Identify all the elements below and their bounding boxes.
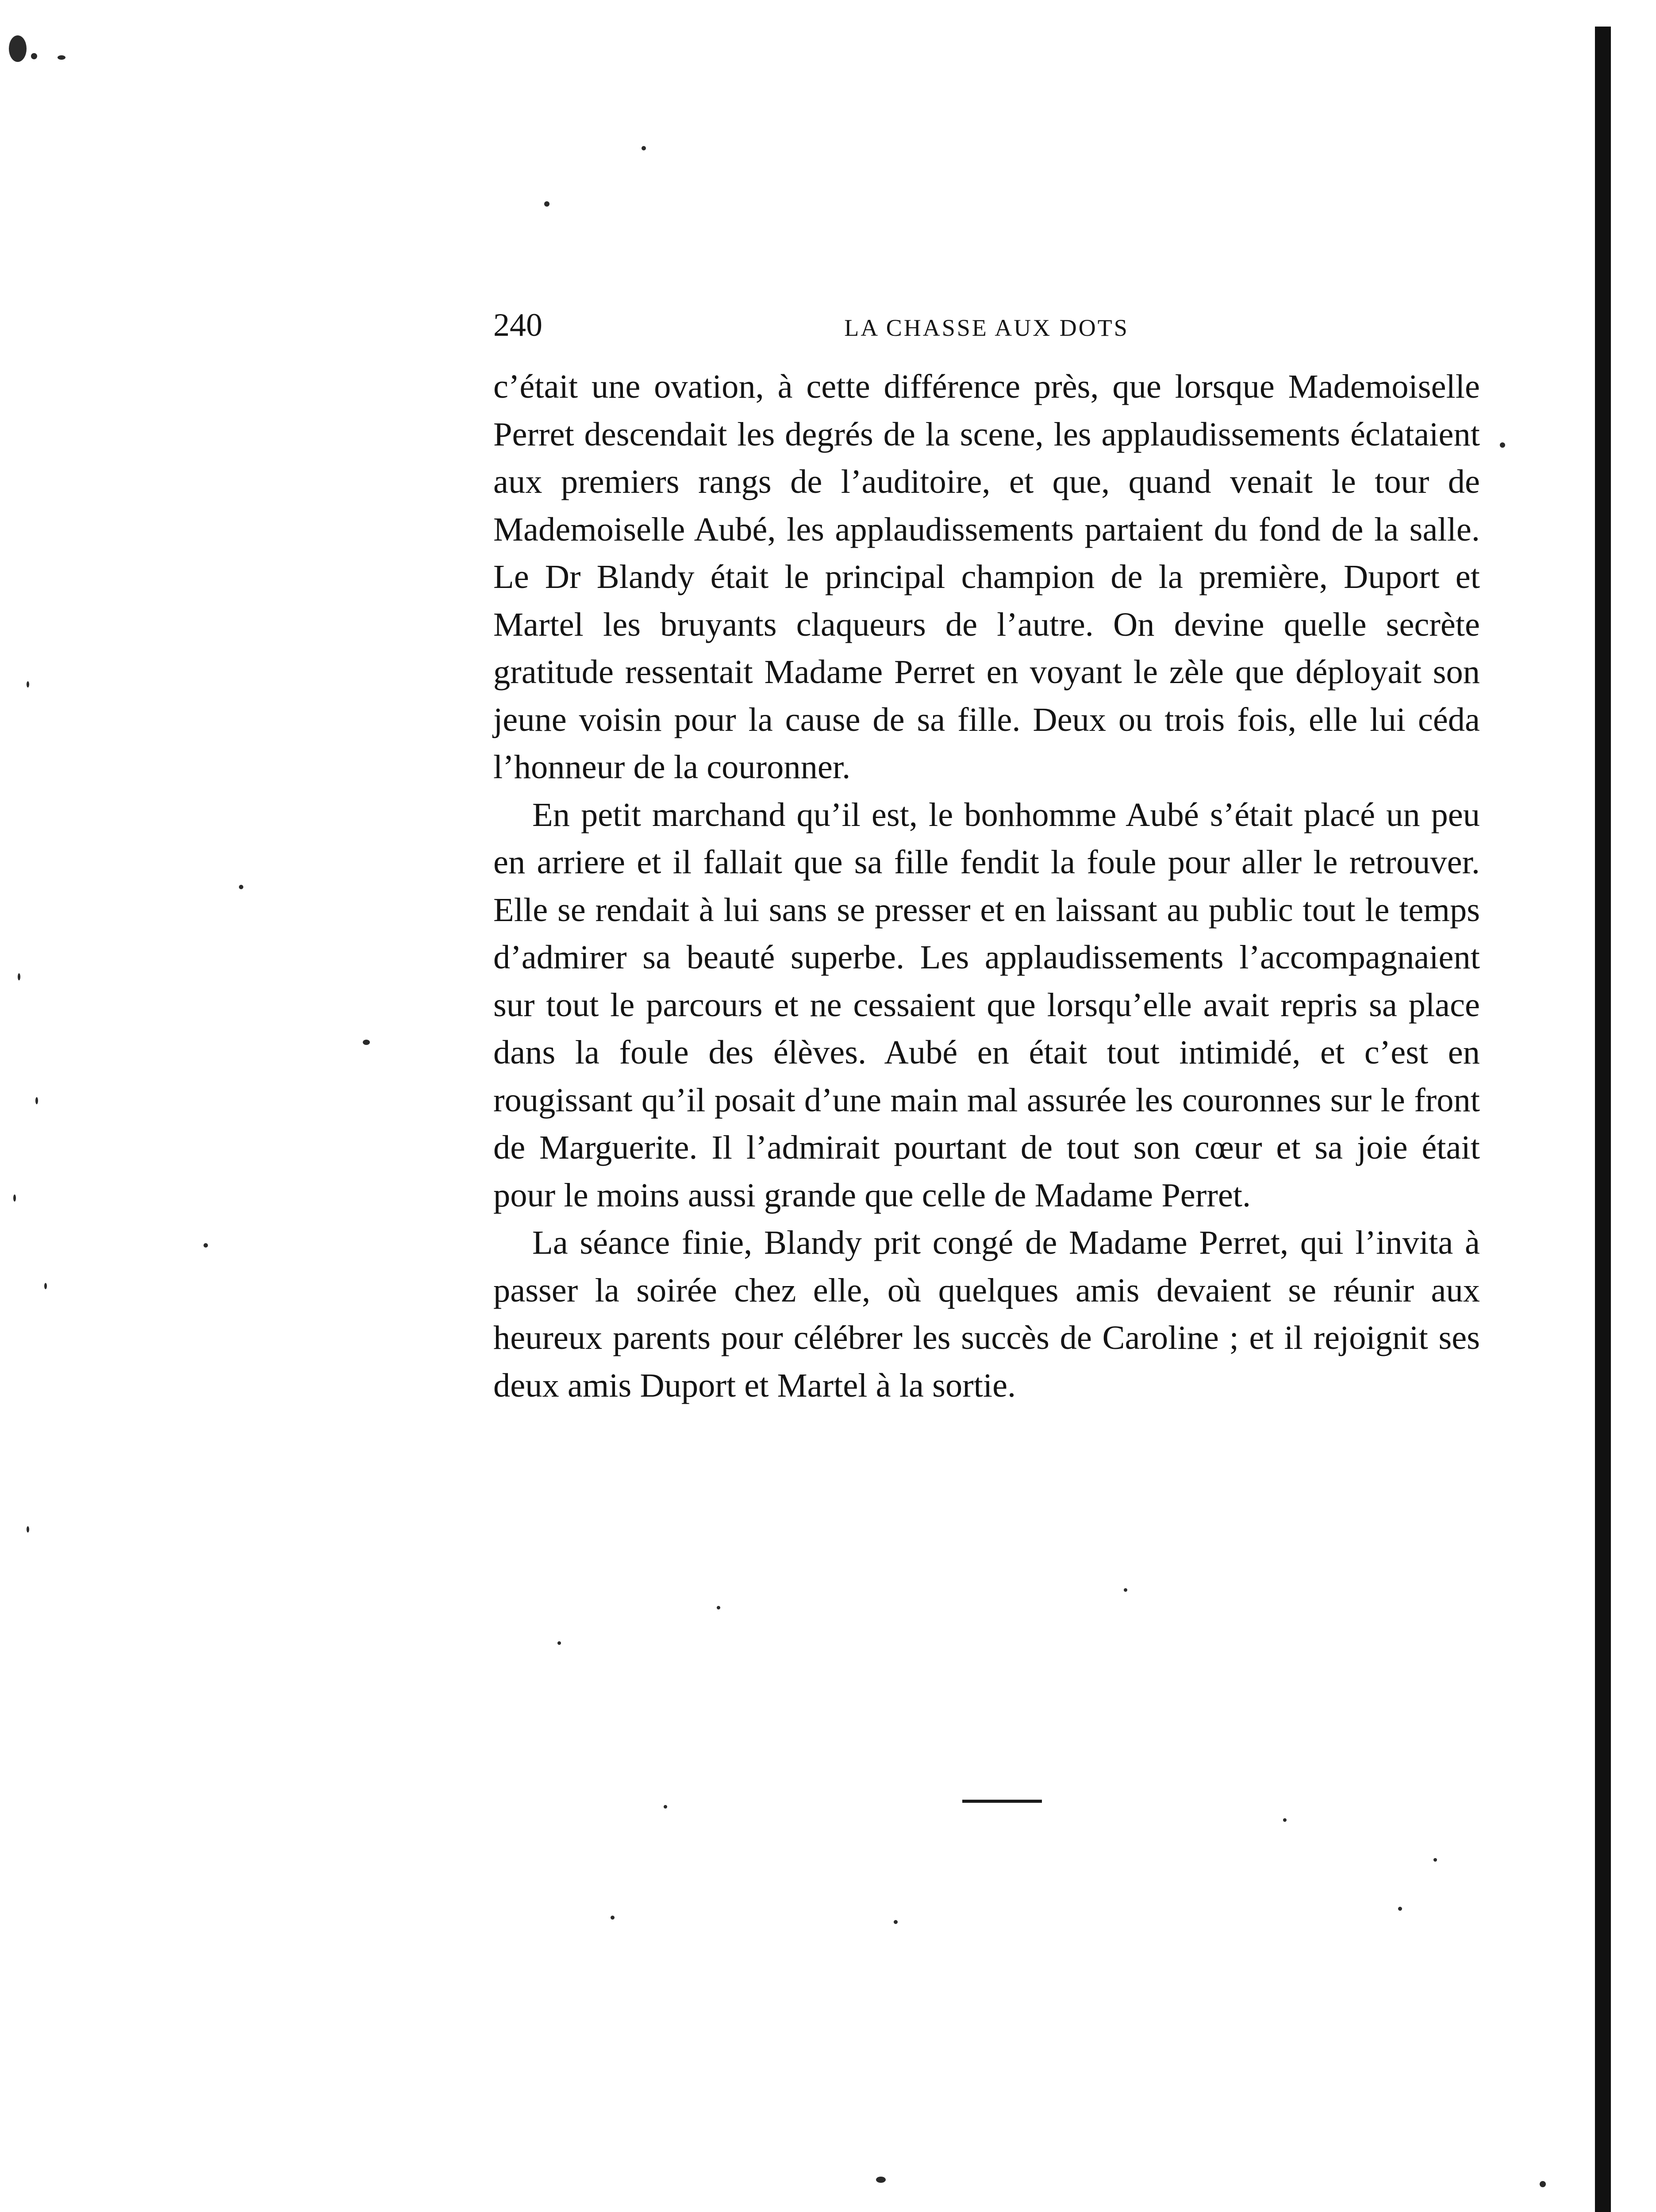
paragraph-2: En petit marchand qu’il est, le bonhomme Aubé s’était placé un peu en arriere et il fallait que sa fille fendit la foule pour aller le retrouver. Elle se rendait à lui sans se presser et en laissant au public tout le temps d’admirer sa beauté superbe. Les applaudissements l’accompagnaient sur tout le parcours et ne cessaient que lorsqu’elle avait repris sa place dans la foule des élèves. Aubé en était tout intimidé, et c’est en rougissant qu’il posait d’une main mal assurée les couronnes sur le front de Marguerite. Il l’admirait pourtant de tout son cœur et sa joie était pour le moins aussi grande que celle de Madame Perret. <box>493 795 1480 1214</box>
scan-speck <box>239 885 243 889</box>
scan-speck <box>27 681 29 687</box>
scan-speck <box>1500 442 1505 448</box>
scan-speck <box>664 1805 667 1809</box>
scan-speck <box>27 1526 29 1532</box>
scan-speck <box>9 35 27 62</box>
scan-speck <box>1540 2181 1546 2187</box>
scan-speck <box>204 1243 208 1248</box>
scan-speck <box>18 973 20 980</box>
scan-speck <box>642 146 646 150</box>
body-text <box>493 363 1480 1409</box>
scan-speck <box>894 1920 898 1924</box>
scan-speck <box>58 55 65 60</box>
paragraph-1: c’était une ovation, à cette différence près, que lorsque Mademoiselle Perret descendait les degrés de la scene, les applaudissements éclataient aux premiers rangs de l’auditoire, et que, quand venait le tour de Mademoiselle Aubé, les applaudissements partaient du fond de la salle. Le Dr Blandy était le principal champion de la première, Duport et Martel les bruyants claqueurs de l’autre. On devine quelle secrète gratitude ressentait Madame Perret en voyant le zèle que déployait son jeune voisin pour la cause de sa fille. Deux ou trois fois, elle lui céda l’honneur de la couronner. <box>493 368 1480 786</box>
scan-speck <box>1283 1818 1287 1822</box>
page-header <box>493 305 1480 345</box>
scan-speck <box>363 1040 370 1045</box>
scan-speck <box>876 2177 886 2183</box>
scan-speck <box>1433 1858 1437 1862</box>
scan-speck <box>31 53 37 59</box>
scan-speck <box>1124 1588 1127 1592</box>
scan-speck <box>13 1194 16 1202</box>
scan-edge-bar <box>1595 27 1611 2212</box>
running-title: LA CHASSE AUX DOTS <box>844 315 1129 341</box>
scan-speck <box>35 1097 38 1104</box>
section-end-rule <box>962 1800 1042 1803</box>
scan-speck <box>611 1916 615 1920</box>
scan-speck <box>717 1606 720 1609</box>
scan-speck <box>544 201 549 207</box>
scan-speck <box>557 1641 561 1645</box>
scan-speck <box>44 1283 47 1289</box>
scan-speck <box>1398 1907 1402 1911</box>
page-number: 240 <box>493 307 542 343</box>
paragraph-3: La séance finie, Blandy prit congé de Madame Perret, qui l’invita à passer la soirée chez elle, où quelques amis devaient se réunir aux heureux parents pour célébrer les succès de Caroline ; et il rejoignit ses deux amis Duport et Martel à la sortie. <box>493 1224 1480 1404</box>
